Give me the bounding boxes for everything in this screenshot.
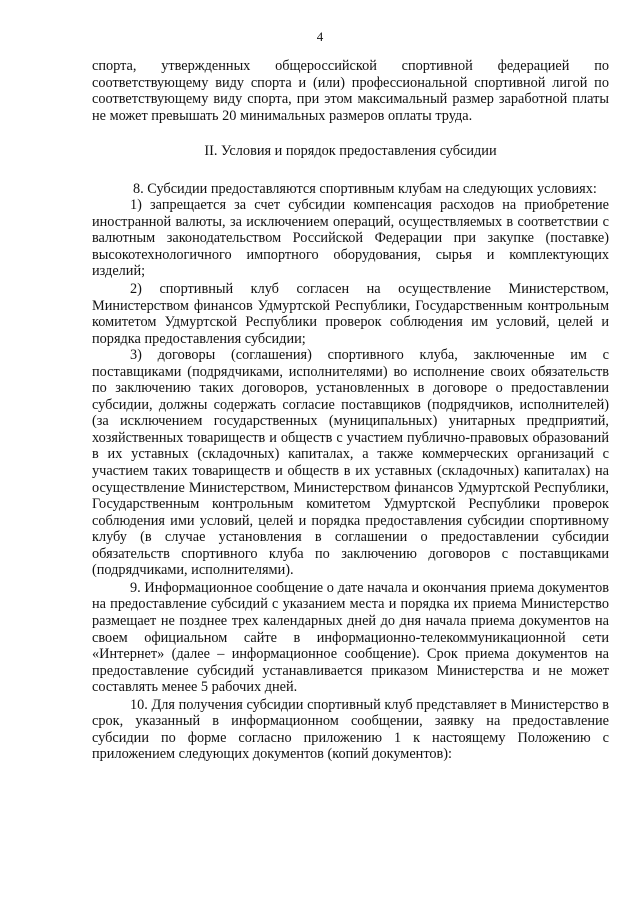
paragraph-8-item-2: 2) спортивный клуб согласен на осуществление Министерством, Министерством финансов Удмуртской Республики, Государственным контрольным комитетом Удмуртской Республики проверок соблюдения им условий, целей и порядка предоставления субсидии; bbox=[92, 281, 609, 347]
paragraph-8: 8. Субсидии предоставляются спортивным клубам на следующих условиях: bbox=[133, 180, 597, 197]
paragraph-8-item-3: 3) договоры (соглашения) спортивного клуба, заключенные им с поставщиками (подрядчиками, исполнителями) во исполнение своих обязательств по заключению таких договоров, установленных в договоре о предоставлении субсидии, должны содержать согласие поставщиков (подрядчиков, исполнителей) (за исключением государственных (муниципальных) унитарных предприятий, хозяйственных товариществ и обществ с участием публично-правовых образований в их уставных (складочных) капиталах, а также коммерческих организаций с участием таких товариществ и обществ в их уставных (складочных) капиталах) на осуществление Министерством, Министерством финансов Удмуртской Республики, Государственным контрольным комитетом Удмуртской Республики проверок соблюдения ими условий, целей и порядка предоставления субсидии спортивному клубу (в случае установления в соглашении о предоставлении субсидии обязательств спортивного клуба по заключению договоров с поставщиками (подрядчиками, исполнителями). bbox=[92, 347, 609, 579]
paragraph-9: 9. Информационное сообщение о дате начала и окончания приема документов на предоставление субсидий с указанием места и порядка их приема Министерство размещает не позднее трех календарных дней до дня начала приема документов на своем официальном сайте в информационно-телекоммуникационной сети «Интернет» (далее – информационное сообщение). Срок приема документов на предоставление субсидий устанавливается приказом Министерства и не может составлять менее 5 рабочих дней. bbox=[92, 579, 609, 696]
paragraph-continuation: спорта, утвержденных общероссийской спортивной федерацией по соответствующему виду спорта и (или) профессиональной спортивной лигой по соответствующему виду спорта, при этом максимальный размер заработной платы не может превышать 20 минимальных размеров оплаты труда. bbox=[92, 58, 609, 124]
page-number: 4 bbox=[316, 29, 324, 44]
paragraph-8-item-1: 1) запрещается за счет субсидии компенсация расходов на приобретение иностранной валюты, за исключением операций, осуществляемых в соответствии с валютным законодательством Российской Федерации при закупке (поставке) высокотехнологичного импортного оборудования, сырья и комплектующих изделий; bbox=[92, 197, 609, 280]
paragraph-10: 10. Для получения субсидии спортивный клуб представляет в Министерство в срок, указанный в информационном сообщении, заявку на предоставление субсидии по форме согласно приложению 1 к настоящему Положению с приложением следующих документов (копий документов): bbox=[92, 696, 609, 763]
document-body bbox=[92, 58, 609, 763]
section-heading: II. Условия и порядок предоставления субсидии bbox=[204, 143, 497, 160]
